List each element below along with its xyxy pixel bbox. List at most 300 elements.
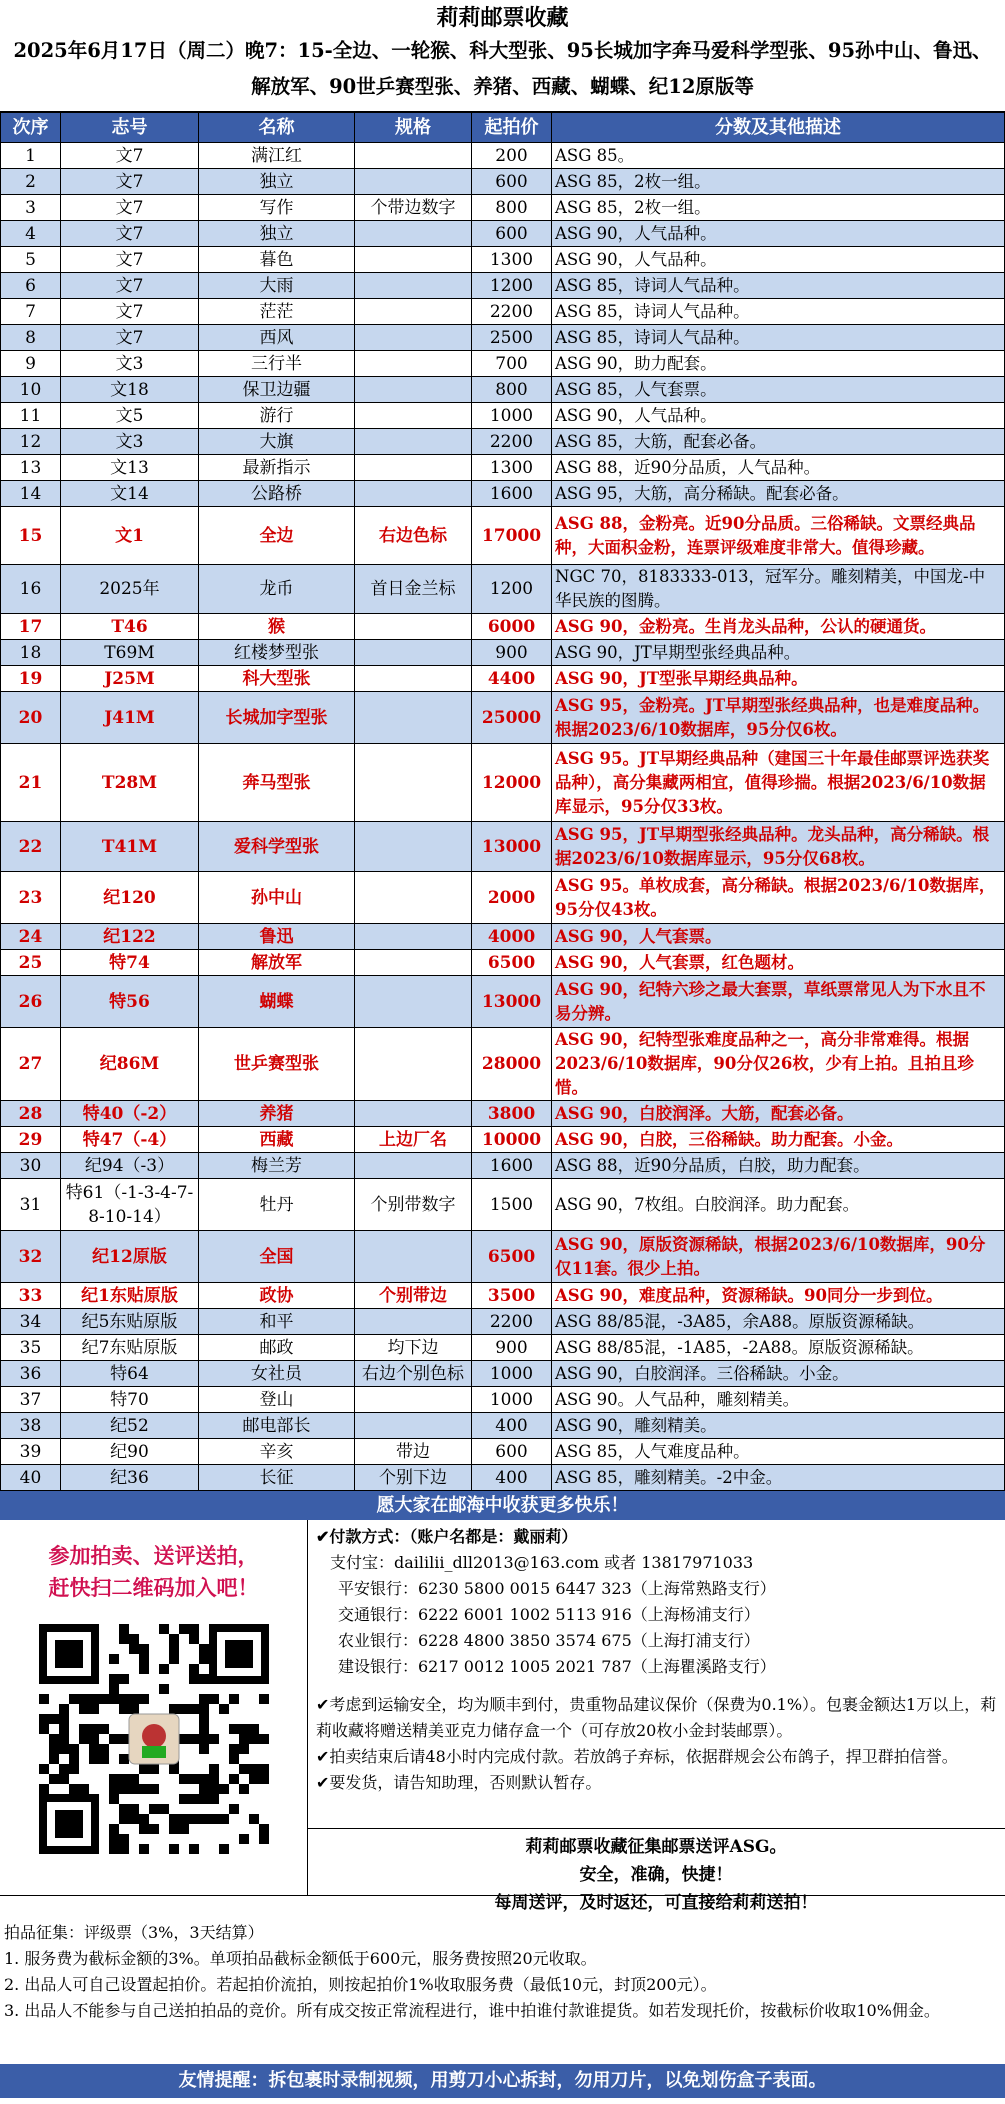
stamp-spec [355, 221, 472, 247]
stamp-description: ASG 88，近90分品质，白胶，助力配套。 [552, 1153, 1005, 1179]
table-row [1, 429, 1005, 455]
lot-number: 13 [1, 455, 61, 481]
stamp-name: 西藏 [199, 1127, 355, 1153]
stamp-spec [355, 822, 472, 872]
start-price: 700 [472, 351, 552, 377]
table-row [1, 1387, 1005, 1413]
start-price: 1200 [472, 565, 552, 614]
start-price: 28000 [472, 1028, 552, 1101]
start-price: 6000 [472, 614, 552, 640]
stamp-spec [355, 1101, 472, 1127]
consignment-ad [307, 1828, 1005, 1921]
stamp-code: 文3 [61, 351, 199, 377]
col-header: 规格 [355, 113, 472, 143]
stamp-code: 文7 [61, 299, 199, 325]
lot-number: 18 [1, 640, 61, 666]
start-price: 1300 [472, 247, 552, 273]
stamp-spec [355, 1309, 472, 1335]
stamp-name: 解放军 [199, 950, 355, 976]
stamp-description: ASG 90，白胶，三俗稀缺。助力配套。小金。 [552, 1127, 1005, 1153]
stamp-spec [355, 1231, 472, 1283]
start-price: 17000 [472, 507, 552, 565]
start-price: 4000 [472, 924, 552, 950]
stamp-description: ASG 88，金粉亮。近90分品质。三俗稀缺。文票经典品种，大面积金粉，连票评级难度非常大。值得珍藏。 [552, 507, 1005, 565]
start-price: 3800 [472, 1101, 552, 1127]
stamp-spec [355, 1028, 472, 1101]
stamp-name: 暮色 [199, 247, 355, 273]
start-price: 2500 [472, 325, 552, 351]
stamp-name: 茫茫 [199, 299, 355, 325]
stamp-description: ASG 90，JT型张早期经典品种。 [552, 666, 1005, 692]
stamp-description: ASG 90，难度品种，资源稀缺。90同分一步到位。 [552, 1283, 1005, 1309]
start-price: 2200 [472, 299, 552, 325]
start-price: 1200 [472, 273, 552, 299]
stamp-name: 邮电部长 [199, 1413, 355, 1439]
stamp-spec [355, 429, 472, 455]
stamp-description: ASG 95。JT早期经典品种（建国三十年最佳邮票评选获奖品种），高分集藏两相宜，值得珍揣。根据2023/6/10数据库显示，95分仅33枚。 [552, 744, 1005, 822]
stamp-spec [355, 872, 472, 924]
lot-number: 23 [1, 872, 61, 924]
stamp-spec: 上边厂名 [355, 1127, 472, 1153]
stamp-name: 猴 [199, 614, 355, 640]
footer-reminder: 友情提醒：拆包裹时录制视频，用剪刀小心拆封，勿用刀片，以免划伤盒子表面。 [0, 2064, 1005, 2098]
payment-notes [316, 1692, 997, 1796]
table-row [1, 976, 1005, 1028]
stamp-name: 登山 [199, 1387, 355, 1413]
stamp-spec [355, 325, 472, 351]
table-row [1, 1179, 1005, 1231]
stamp-description: ASG 95，大筋，高分稀缺。配套必备。 [552, 481, 1005, 507]
stamp-spec [355, 976, 472, 1028]
lot-number: 36 [1, 1361, 61, 1387]
start-price: 12000 [472, 744, 552, 822]
stamp-code: 文7 [61, 195, 199, 221]
stamp-name: 长城加字型张 [199, 692, 355, 744]
start-price: 6500 [472, 950, 552, 976]
stamp-code: 文1 [61, 507, 199, 565]
lot-number: 5 [1, 247, 61, 273]
stamp-name: 全国 [199, 1231, 355, 1283]
fee-rule: 2. 出品人可自己设置起拍价。若起拍价流拍，则按起拍价1%收取服务费（最低10元，封顶200元）。 [4, 1975, 717, 1994]
qr-panel [0, 1520, 308, 1895]
auction-subtitle: 2025年6月17日（周二）晚7：15-全边、一轮猴、科大型张、95长城加字奔马爱科学型张、95孙中山、鲁迅、解放军、90世乒赛型张、养猪、西藏、蝴蝶、纪12原版等 [13, 39, 992, 98]
start-price: 10000 [472, 1127, 552, 1153]
stamp-description: ASG 90，人气套票。 [552, 924, 1005, 950]
payment-title: ✔付款方式：（账户名都是：戴丽莉） [316, 1527, 578, 1546]
stamp-name: 红楼梦型张 [199, 640, 355, 666]
bank-account: 建设银行：6217 0012 1005 2021 787（上海瞿溪路支行） [338, 1657, 776, 1676]
stamp-description: ASG 90，人气品种。 [552, 247, 1005, 273]
stamp-code: 文7 [61, 247, 199, 273]
stamp-spec [355, 640, 472, 666]
stamp-description: ASG 88/85混，-3A85，余A88。原版资源稀缺。 [552, 1309, 1005, 1335]
start-price: 2200 [472, 429, 552, 455]
stamp-description: ASG 90，7枚组。白胶润泽。助力配套。 [552, 1179, 1005, 1231]
stamp-code: T41M [61, 822, 199, 872]
stamp-spec: 均下边 [355, 1335, 472, 1361]
stamp-name: 大旗 [199, 429, 355, 455]
stamp-description: ASG 85，大筋，配套必备。 [552, 429, 1005, 455]
stamp-name: 科大型张 [199, 666, 355, 692]
lot-number: 12 [1, 429, 61, 455]
lot-number: 15 [1, 507, 61, 565]
start-price: 2200 [472, 1309, 552, 1335]
lot-number: 26 [1, 976, 61, 1028]
table-row [1, 744, 1005, 822]
stamp-spec [355, 247, 472, 273]
stamp-code: 文18 [61, 377, 199, 403]
stamp-code: 纪52 [61, 1413, 199, 1439]
lot-number: 33 [1, 1283, 61, 1309]
lot-number: 31 [1, 1179, 61, 1231]
start-price: 200 [472, 143, 552, 169]
stamp-code: 文7 [61, 273, 199, 299]
stamp-description: ASG 85，2枚一组。 [552, 195, 1005, 221]
start-price: 900 [472, 640, 552, 666]
stamp-name: 大雨 [199, 273, 355, 299]
stamp-description: ASG 90，人气品种。 [552, 221, 1005, 247]
stamp-name: 和平 [199, 1309, 355, 1335]
stamp-description: ASG 88，近90分品质，人气品种。 [552, 455, 1005, 481]
start-price: 600 [472, 169, 552, 195]
stamp-name: 公路桥 [199, 481, 355, 507]
qr-caption-line: 赶快扫二维码加入吧！ [48, 1575, 259, 1600]
stamp-description: ASG 90，人气套票，红色题材。 [552, 950, 1005, 976]
stamp-code: J25M [61, 666, 199, 692]
start-price: 400 [472, 1465, 552, 1491]
lot-number: 14 [1, 481, 61, 507]
col-header: 志号 [61, 113, 199, 143]
stamp-code: T28M [61, 744, 199, 822]
lot-number: 22 [1, 822, 61, 872]
ad-line: 莉莉邮票收藏征集邮票送评ASG。 [525, 1837, 787, 1857]
table-row [1, 1231, 1005, 1283]
bank-account: 平安银行：6230 5800 0015 6447 323（上海常熟路支行） [338, 1579, 776, 1598]
lot-number: 4 [1, 221, 61, 247]
stamp-name: 保卫边疆 [199, 377, 355, 403]
lot-number: 3 [1, 195, 61, 221]
stamp-code: 特70 [61, 1387, 199, 1413]
stamp-spec [355, 614, 472, 640]
stamp-spec [355, 481, 472, 507]
stamp-code: T69M [61, 640, 199, 666]
stamp-description: ASG 90，雕刻精美。 [552, 1413, 1005, 1439]
stamp-description: ASG 90，JT早期型张经典品种。 [552, 640, 1005, 666]
stamp-spec: 个别带边 [355, 1283, 472, 1309]
table-row [1, 692, 1005, 744]
stamp-code: 纪5东贴原版 [61, 1309, 199, 1335]
stamp-code: 文7 [61, 325, 199, 351]
table-row [1, 377, 1005, 403]
stamp-spec: 首日金兰标 [355, 565, 472, 614]
stamp-code: 纪120 [61, 872, 199, 924]
fee-rules [0, 1918, 1005, 2026]
stamp-description: ASG 90，人气品种。 [552, 403, 1005, 429]
start-price: 1600 [472, 1153, 552, 1179]
table-row [1, 351, 1005, 377]
stamp-name: 鲁迅 [199, 924, 355, 950]
table-row [1, 299, 1005, 325]
table-row [1, 481, 1005, 507]
table-row [1, 872, 1005, 924]
start-price: 25000 [472, 692, 552, 744]
table-row [1, 640, 1005, 666]
stamp-code: J41M [61, 692, 199, 744]
table-header-row [1, 113, 1005, 143]
lot-number: 29 [1, 1127, 61, 1153]
stamp-spec [355, 169, 472, 195]
fee-rule: 1. 服务费为截标金额的3%。单项拍品截标金额低于600元，服务费按照20元收取。 [4, 1949, 597, 1968]
stamp-code: 纪86M [61, 1028, 199, 1101]
stamp-description: ASG 90，纪特六珍之最大套票，草纸票常见人为下水且不易分辨。 [552, 976, 1005, 1028]
stamp-spec: 右边个别色标 [355, 1361, 472, 1387]
start-price: 600 [472, 1439, 552, 1465]
stamp-description: ASG 85，2枚一组。 [552, 169, 1005, 195]
stamp-name: 长征 [199, 1465, 355, 1491]
stamp-description: ASG 90，纪特型张难度品种之一，高分非常难得。根据2023/6/10数据库，90分仅26枚，少有上拍。且拍且珍惜。 [552, 1028, 1005, 1101]
lot-number: 35 [1, 1335, 61, 1361]
table-row [1, 403, 1005, 429]
stamp-description: ASG 90，金粉亮。生肖龙头品种，公认的硬通货。 [552, 614, 1005, 640]
stamp-description: ASG 85，雕刻精美。-2中金。 [552, 1465, 1005, 1491]
stamp-spec: 个别带数字 [355, 1179, 472, 1231]
lot-number: 20 [1, 692, 61, 744]
stamp-name: 奔马型张 [199, 744, 355, 822]
start-price: 13000 [472, 822, 552, 872]
table-row [1, 195, 1005, 221]
stamp-name: 牡丹 [199, 1179, 355, 1231]
alipay-account: 支付宝：daililii_dll2013@163.com 或者 13817971033 [330, 1553, 754, 1572]
stamp-description: ASG 85，人气套票。 [552, 377, 1005, 403]
stamp-code: 文7 [61, 169, 199, 195]
qr-code-icon [39, 1624, 269, 1854]
stamp-code: 特64 [61, 1361, 199, 1387]
stamp-code: 纪122 [61, 924, 199, 950]
table-row [1, 1413, 1005, 1439]
stamp-name: 满江红 [199, 143, 355, 169]
stamp-description: ASG 85。 [552, 143, 1005, 169]
stamp-name: 独立 [199, 221, 355, 247]
fee-rule: 拍品征集：评级票（3%，3天结算） [4, 1923, 264, 1942]
lot-number: 17 [1, 614, 61, 640]
stamp-name: 游行 [199, 403, 355, 429]
stamp-spec [355, 351, 472, 377]
stamp-spec [355, 666, 472, 692]
table-row [1, 950, 1005, 976]
stamp-name: 龙币 [199, 565, 355, 614]
col-header: 分数及其他描述 [552, 113, 1005, 143]
start-price: 3500 [472, 1283, 552, 1309]
stamp-spec [355, 924, 472, 950]
table-row [1, 507, 1005, 565]
lot-number: 11 [1, 403, 61, 429]
col-header: 起拍价 [472, 113, 552, 143]
stamp-name: 世乒赛型张 [199, 1028, 355, 1101]
auction-table [0, 112, 1005, 1491]
stamp-code: 纪12原版 [61, 1231, 199, 1283]
bank-account: 农业银行：6228 4800 3850 3574 675（上海打浦支行） [338, 1631, 760, 1650]
stamp-code: 特56 [61, 976, 199, 1028]
stamp-name: 辛亥 [199, 1439, 355, 1465]
page-title: 莉莉邮票收藏 [436, 5, 569, 31]
stamp-description: ASG 90。人气品种，雕刻精美。 [552, 1387, 1005, 1413]
stamp-description: ASG 88/85混，-1A85，-2A88。原版资源稀缺。 [552, 1335, 1005, 1361]
lot-number: 1 [1, 143, 61, 169]
table-row [1, 455, 1005, 481]
start-price: 6500 [472, 1231, 552, 1283]
stamp-name: 孙中山 [199, 872, 355, 924]
stamp-name: 最新指示 [199, 455, 355, 481]
stamp-description: ASG 90，白胶润泽。大筋，配套必备。 [552, 1101, 1005, 1127]
start-price: 1000 [472, 1361, 552, 1387]
stamp-spec: 个带边数字 [355, 195, 472, 221]
table-row [1, 1028, 1005, 1101]
table-row [1, 273, 1005, 299]
table-row [1, 1361, 1005, 1387]
start-price: 1000 [472, 403, 552, 429]
start-price: 800 [472, 195, 552, 221]
table-row [1, 1465, 1005, 1491]
payment-note: ✔拍卖结束后请48小时内完成付款。若放鸽子弃标，依据群规会公布鸽子，捍卫群拍信誉。 [316, 1747, 958, 1766]
bank-account: 交通银行：6222 6001 1002 5113 916（上海杨浦支行） [338, 1605, 760, 1624]
banner: 愿大家在邮海中收获更多快乐！ [0, 1491, 1005, 1520]
lot-number: 10 [1, 377, 61, 403]
table-row [1, 1283, 1005, 1309]
lot-number: 16 [1, 565, 61, 614]
stamp-name: 梅兰芳 [199, 1153, 355, 1179]
qr-caption [0, 1520, 307, 1604]
stamp-code: 特61（-1-3-4-7-8-10-14） [61, 1179, 199, 1231]
lot-number: 38 [1, 1413, 61, 1439]
stamp-code: T46 [61, 614, 199, 640]
stamp-spec [355, 377, 472, 403]
stamp-spec [355, 455, 472, 481]
start-price: 900 [472, 1335, 552, 1361]
stamp-name: 政协 [199, 1283, 355, 1309]
stamp-name: 三行半 [199, 351, 355, 377]
start-price: 1000 [472, 1387, 552, 1413]
ad-line: 安全，准确，快捷！ [579, 1865, 733, 1885]
stamp-spec [355, 299, 472, 325]
stamp-code: 纪36 [61, 1465, 199, 1491]
lot-number: 19 [1, 666, 61, 692]
stamp-description: ASG 95。单枚成套，高分稀缺。根据2023/6/10数据库，95分仅43枚。 [552, 872, 1005, 924]
table-body [1, 143, 1005, 1491]
stamp-name: 爱科学型张 [199, 822, 355, 872]
lot-number: 34 [1, 1309, 61, 1335]
stamp-spec [355, 273, 472, 299]
lot-number: 25 [1, 950, 61, 976]
lot-number: 30 [1, 1153, 61, 1179]
table-row [1, 143, 1005, 169]
stamp-description: ASG 95，JT早期型张经典品种。龙头品种，高分稀缺。根据2023/6/10数据库显示，95分仅68枚。 [552, 822, 1005, 872]
stamp-code: 文14 [61, 481, 199, 507]
stamp-description: ASG 90，助力配套。 [552, 351, 1005, 377]
col-header: 名称 [199, 113, 355, 143]
stamp-code: 纪94（-3） [61, 1153, 199, 1179]
stamp-spec [355, 403, 472, 429]
start-price: 400 [472, 1413, 552, 1439]
stamp-code: 文13 [61, 455, 199, 481]
stamp-code: 文7 [61, 143, 199, 169]
stamp-code: 特74 [61, 950, 199, 976]
stamp-name: 邮政 [199, 1335, 355, 1361]
stamp-spec: 带边 [355, 1439, 472, 1465]
table-row [1, 565, 1005, 614]
start-price: 13000 [472, 976, 552, 1028]
stamp-name: 女社员 [199, 1361, 355, 1387]
qr-caption-line: 参加拍卖、送评送拍， [48, 1543, 259, 1568]
stamp-code: 纪7东贴原版 [61, 1335, 199, 1361]
stamp-code: 特40（-2） [61, 1101, 199, 1127]
stamp-description: ASG 85，诗词人气品种。 [552, 299, 1005, 325]
stamp-code: 特47（-4） [61, 1127, 199, 1153]
fee-rule: 3. 出品人不能参与自己送拍拍品的竞价。所有成交按正常流程进行，谁中拍谁付款谁提货。如若发现托价，按截标价收取10%佣金。 [4, 2001, 940, 2020]
lot-number: 40 [1, 1465, 61, 1491]
start-price: 1500 [472, 1179, 552, 1231]
stamp-code: 文3 [61, 429, 199, 455]
stamp-spec: 右边色标 [355, 507, 472, 565]
table-row [1, 666, 1005, 692]
stamp-description: ASG 90，原版资源稀缺，根据2023/6/10数据库，90分仅11套。很少上拍。 [552, 1231, 1005, 1283]
stamp-code: 文7 [61, 221, 199, 247]
table-row [1, 1153, 1005, 1179]
stamp-spec [355, 143, 472, 169]
stamp-name: 西风 [199, 325, 355, 351]
start-price: 600 [472, 221, 552, 247]
start-price: 1600 [472, 481, 552, 507]
stamp-code: 文5 [61, 403, 199, 429]
payment-note: ✔考虑到运输安全，均为顺丰到付，贵重物品建议保价（保费为0.1%）。包裹金额达1万以上，莉莉收藏将赠送精美亚克力储存盒一个（可存放20枚小金封装邮票）。 [316, 1695, 997, 1740]
stamp-code: 纪90 [61, 1439, 199, 1465]
stamp-description: NGC 70，8183333-013，冠军分。雕刻精美，中国龙-中华民族的图腾。 [552, 565, 1005, 614]
stamp-description: ASG 85，诗词人气品种。 [552, 273, 1005, 299]
stamp-spec [355, 950, 472, 976]
lot-number: 39 [1, 1439, 61, 1465]
col-header: 次序 [1, 113, 61, 143]
table-row [1, 325, 1005, 351]
table-row [1, 614, 1005, 640]
table-row [1, 169, 1005, 195]
lot-number: 9 [1, 351, 61, 377]
stamp-description: ASG 85，诗词人气品种。 [552, 325, 1005, 351]
qr-code[interactable] [39, 1624, 269, 1854]
stamp-spec [355, 1413, 472, 1439]
stamp-name: 蝴蝶 [199, 976, 355, 1028]
lot-number: 32 [1, 1231, 61, 1283]
stamp-name: 养猪 [199, 1101, 355, 1127]
lot-number: 2 [1, 169, 61, 195]
table-row [1, 1335, 1005, 1361]
stamp-name: 全边 [199, 507, 355, 565]
lot-number: 8 [1, 325, 61, 351]
table-row [1, 1101, 1005, 1127]
table-row [1, 924, 1005, 950]
start-price: 2000 [472, 872, 552, 924]
table-row [1, 1309, 1005, 1335]
start-price: 1300 [472, 455, 552, 481]
lot-number: 21 [1, 744, 61, 822]
stamp-description: ASG 90，白胶润泽。三俗稀缺。小金。 [552, 1361, 1005, 1387]
stamp-spec [355, 744, 472, 822]
start-price: 800 [472, 377, 552, 403]
lot-number: 37 [1, 1387, 61, 1413]
stamp-spec: 个别下边 [355, 1465, 472, 1491]
lot-number: 24 [1, 924, 61, 950]
lot-number: 28 [1, 1101, 61, 1127]
stamp-name: 独立 [199, 169, 355, 195]
lot-number: 6 [1, 273, 61, 299]
